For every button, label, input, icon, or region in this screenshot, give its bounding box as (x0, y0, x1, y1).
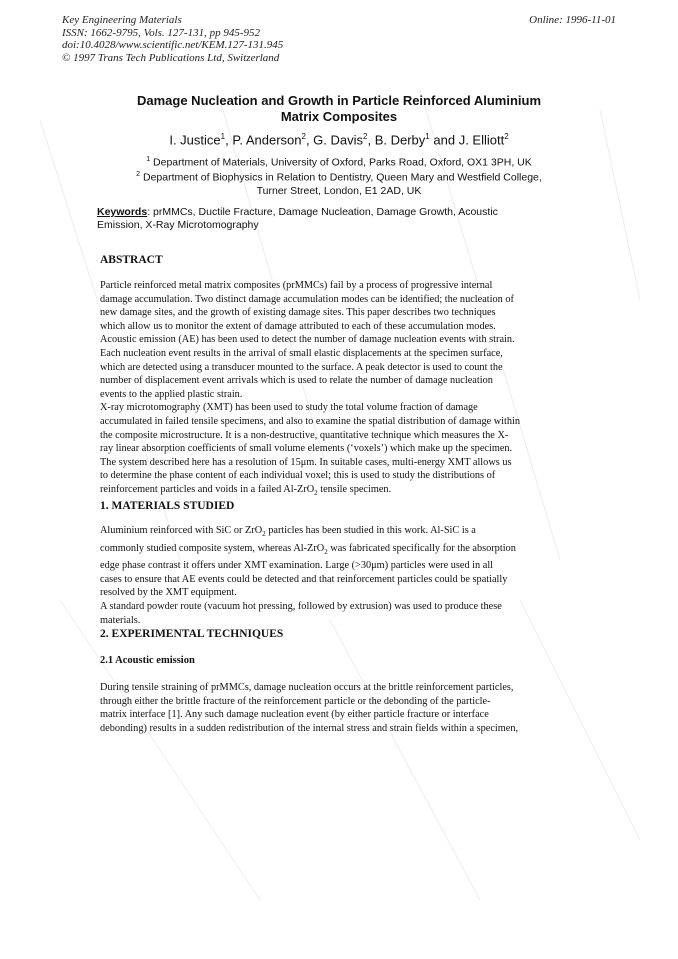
author-name: B. Derby (374, 132, 426, 148)
abstract-line: damage accumulation. Two distinct damage accumulation modes can be identified; the nucleation of (100, 293, 514, 305)
section-1-line: materials. (100, 614, 141, 626)
affiliation-text: Turner Street, London, E1 2AD, UK (256, 185, 422, 197)
abstract-line: ray linear absorption coefficients of small volume elements (‘voxels’) which make up the specimen. (100, 443, 513, 455)
section-2-heading: 2. EXPERIMENTAL TECHNIQUES (100, 628, 284, 640)
abstract-line: The system described here has a resolution of 15μm. In suitable cases, multi-energy XMT allows us (100, 456, 512, 468)
author-name: J. Elliott (458, 132, 505, 148)
journal-name: Key Engineering Materials (62, 14, 182, 26)
author-affil-mark: 2 (363, 132, 368, 141)
abstract-line: Particle reinforced metal matrix composites (prMMCs) fail by a process of progressive internal (100, 280, 493, 291)
affiliation-text: Department of Biophysics in Relation to Dentistry, Queen Mary and Westfield College, (143, 171, 542, 184)
section-2-body (100, 681, 546, 735)
section-2-line: During tensile straining of prMMCs, damage nucleation occurs at the brittle reinforcement particles, (100, 682, 514, 693)
subsection-2-1-heading: 2.1 Acoustic emission (100, 655, 195, 666)
author-affil-mark: 1 (425, 132, 430, 141)
keywords (97, 206, 545, 232)
author-name: I. Justice (169, 132, 221, 148)
abstract-last-line: reinforcement particles and voids in a failed Al-ZrO$_2$ tensile specimen. (100, 483, 392, 497)
section-1-line: Aluminium reinforced with SiC or ZrO$_2$ particles has been studied in this work. Al-SiC is a (100, 525, 476, 539)
section-1-line: cases to ensure that AE events could be detected and that reinforcement particles could be spatially (100, 573, 508, 585)
section-1-heading: 1. MATERIALS STUDIED (100, 500, 235, 512)
section-1-line: commonly studied composite system, whereas Al-ZrO$_2$ was fabricated specifically for the absorption (100, 542, 516, 556)
section-1-line: edge phase contrast it offers under XMT examination. Large (>30μm) particles were used in all (100, 560, 494, 572)
abstract-line: to determine the phase content of each individual voxel; this is used to study the distributions of (100, 470, 496, 482)
title-line-1: Damage Nucleation and Growth in Particle Reinforced Aluminium (136, 93, 542, 108)
abstract-body (100, 279, 546, 501)
author-affil-mark: 2 (504, 132, 509, 141)
section-1-line: resolved by the XMT equipment. (100, 587, 237, 599)
abstract-line: X-ray microtomography (XMT) has been used to study the total volume fraction of damage (100, 402, 478, 414)
abstract-line: accumulated in failed tensile specimens, and also to examine the spatial distribution of damage within (100, 415, 521, 427)
affiliation-text: Department of Materials, University of Oxford, Parks Road, Oxford, OX1 3PH, UK (153, 156, 532, 169)
author-name: G. Davis (313, 132, 364, 148)
affil-mark: 1 (146, 156, 151, 163)
abstract-line: Acoustic emission (AE) has been used to detect the number of damage nucleation events with strain. (100, 334, 515, 346)
keywords-label: Keywords (97, 206, 148, 218)
abstract-line: which allow us to monitor the extent of damage attributed to each of these accumulation modes. (100, 320, 496, 332)
author-affil-mark: 1 (220, 132, 226, 141)
abstract-line: the composite microstructure. It is a non-destructive, quantitative technique which measures the X- (100, 429, 509, 441)
author-name: P. Anderson (232, 132, 302, 148)
author-list: I. Justice$^1$, P. Anderson$^2$, G. Davis$^2$, B. Derby$^1$ and J. Elliott$^2$ (169, 132, 509, 148)
section-2-line: through either the brittle fracture of the reinforcement particle or the debonding of the particle- (100, 695, 491, 707)
affil-mark: 2 (136, 171, 141, 178)
abstract-line: new damage sites, and the growth of existing damage sites. This paper describes two techniques (100, 307, 496, 319)
abstract-line: which are detected using a transducer mounted to the surface. A peak detector is used to count the (100, 361, 503, 373)
section-2-line: matrix interface [1]. Any such damage nucleation event (by either particle fracture or interface (100, 709, 489, 721)
copyright-line: © 1997 Trans Tech Publications Ltd, Switzerland (62, 51, 280, 64)
abstract-line: number of displacement event arrivals which is used to relate the number of damage nucleation (100, 375, 493, 387)
author-conjunction: and (433, 132, 456, 148)
keywords-text: : prMMCs, Ductile Fracture, Damage Nucleation, Damage Growth, Acoustic Emission, X-Ray Microtomography (97, 206, 498, 231)
section-1-body (100, 524, 546, 627)
section-1-line: A standard powder route (vacuum hot pressing, followed by extrusion) was used to produce these (100, 601, 502, 613)
journal-header (62, 14, 283, 64)
online-date: Online: 1996-11-01 (529, 14, 616, 26)
abstract-line: Each nucleation event results in the arrival of small elastic displacements at the specimen surface, (100, 347, 503, 359)
issn-line: ISSN: 1662-9795, Vols. 127-131, pp 945-952 (62, 26, 260, 39)
section-2-line: debonding) results in a sudden redistribution of the internal stress and strain fields within a specimen, (100, 722, 519, 734)
affiliation-2 (60, 168, 618, 199)
title-line-2: Matrix Composites (280, 108, 398, 124)
abstract-heading: ABSTRACT (100, 254, 163, 266)
author-affil-mark: 2 (301, 132, 306, 141)
paper-title (60, 93, 618, 124)
doi-line[interactable]: doi:10.4028/www.scientific.net/KEM.127-131.945 (62, 39, 284, 51)
abstract-line: events to the applied plastic strain. (100, 388, 243, 400)
